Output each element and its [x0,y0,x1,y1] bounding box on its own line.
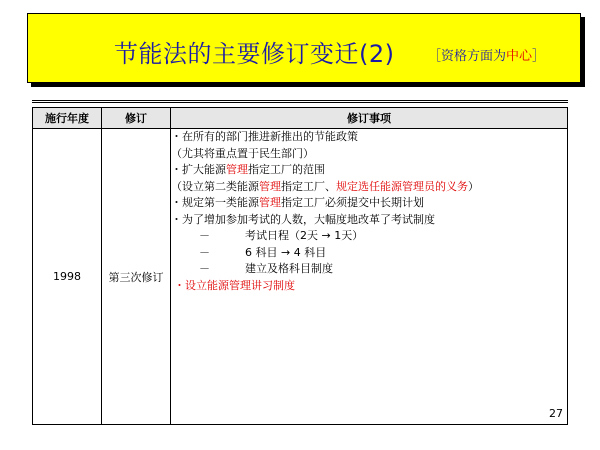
item-text: 建立及格科目制度 [245,262,333,275]
item-text: ・规定第一类能源 [171,196,259,209]
header-items: 修订事项 [171,108,568,129]
revision-table [32,107,568,425]
cell-revision: 第三次修订 [102,129,171,425]
item-line-10: ・设立能源管理讲习制度 [174,278,295,292]
item-text: 指定工厂的范围 [248,163,325,176]
dash-marker: － [199,245,210,259]
item-line-1: ・在所有的部门推进新推出的节能政策 [171,130,358,143]
table-row [33,129,568,425]
item-text: 指定工厂必须提交中长期计划 [281,196,424,209]
item-text: ・扩大能源 [171,163,226,176]
header-revision: 修订 [102,108,171,129]
subtitle-highlight: 中心 [506,49,533,64]
item-line-8 [171,245,567,262]
item-line-5 [171,195,567,212]
dash-marker: － [199,229,210,242]
item-line-9 [171,261,567,278]
page-title: 节能法的主要修订变迁(2) [114,40,395,68]
page-subtitle [428,45,545,64]
subtitle-open: ［资格方面为 [428,49,507,64]
item-line-7 [171,228,567,245]
title-banner [27,13,581,83]
item-line-6: ・为了增加参加考试的人数，大幅度地改革了考试制度 [171,212,435,226]
item-highlight: 管理 [259,196,281,209]
item-highlight: 管理 [226,163,248,176]
cell-items [171,129,568,425]
divider-rule [32,100,568,103]
table-header-row [33,108,568,129]
item-text: 6 科目 → 4 科目 [245,245,327,259]
item-highlight: 规定选任能源管理员的义务 [336,179,468,193]
subtitle-close: ］ [532,49,546,64]
item-line-3 [171,162,567,179]
header-year: 施行年度 [33,108,102,129]
cell-year: 1998 [33,129,102,425]
item-line-4 [171,179,567,196]
page-number: 27 [549,406,563,420]
dash-marker: － [199,262,210,275]
item-text: 指定工厂、 [281,179,336,193]
item-text: ） [468,179,479,193]
item-line-2: （尤其将重点置于民生部门） [171,146,314,160]
item-text: （设立第二类能源 [171,179,259,193]
item-text: 考试日程（2天 → 1天） [245,229,364,242]
item-highlight: 管理 [259,179,281,193]
